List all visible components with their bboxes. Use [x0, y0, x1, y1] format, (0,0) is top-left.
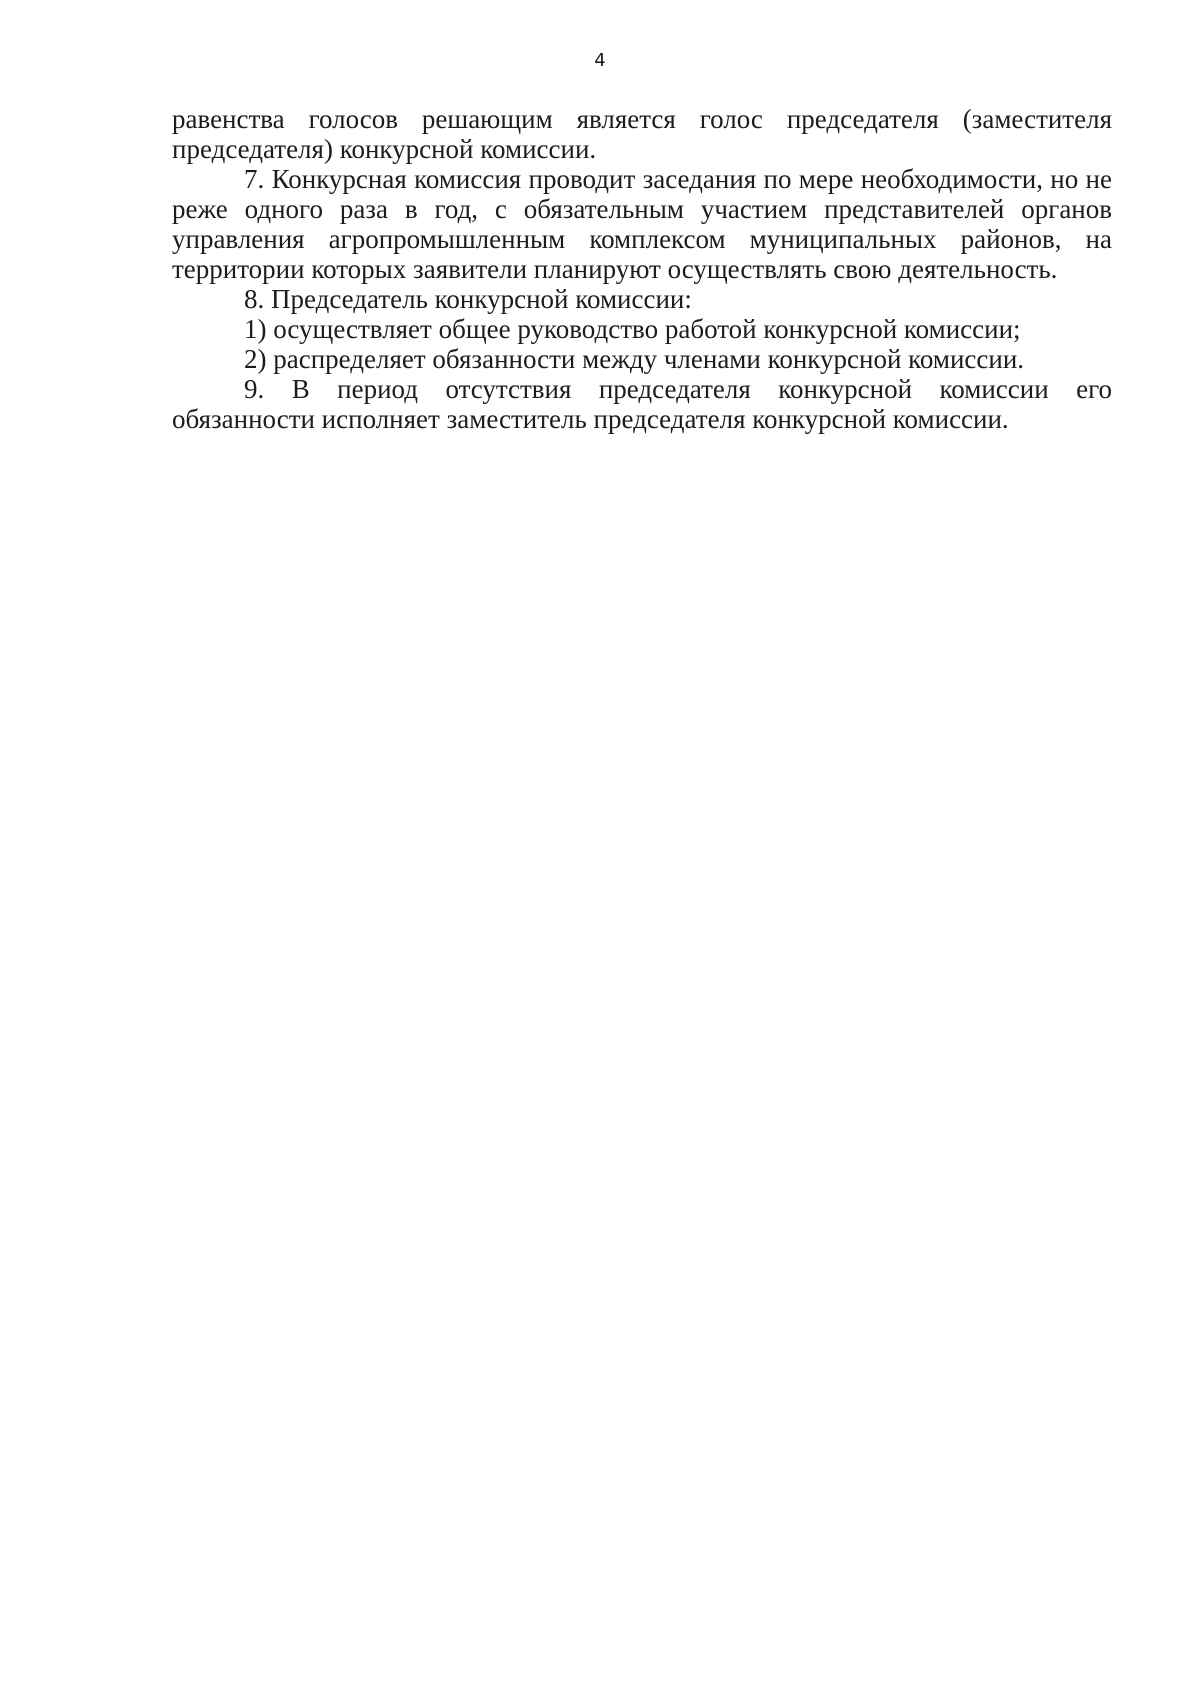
- paragraph-9: 9. В период отсутствия председателя конкурсной комиссии его обязанности исполняет заместитель председателя конкурсной комиссии.: [172, 374, 1112, 434]
- paragraph-8-item-2: 2) распределяет обязанности между членами конкурсной комиссии.: [244, 344, 1025, 374]
- page-number: 4: [594, 50, 606, 71]
- paragraph-7: 7. Конкурсная комиссия проводит заседания по мере необходимости, но не реже одного раза в год, с обязательным участием представителей органов управления агропромышленным комплексом муниципальных районов, на территории которых заявители планируют осуществлять свою деятельность.: [172, 164, 1112, 284]
- document-body: [172, 104, 1112, 434]
- paragraph-8-item-1: 1) осуществляет общее руководство работой конкурсной комиссии;: [244, 314, 1021, 344]
- paragraph-8: 8. Председатель конкурсной комиссии:: [244, 284, 692, 314]
- paragraph-continued: равенства голосов решающим является голос председателя (заместителя председателя) конкурсной комиссии.: [172, 104, 1112, 164]
